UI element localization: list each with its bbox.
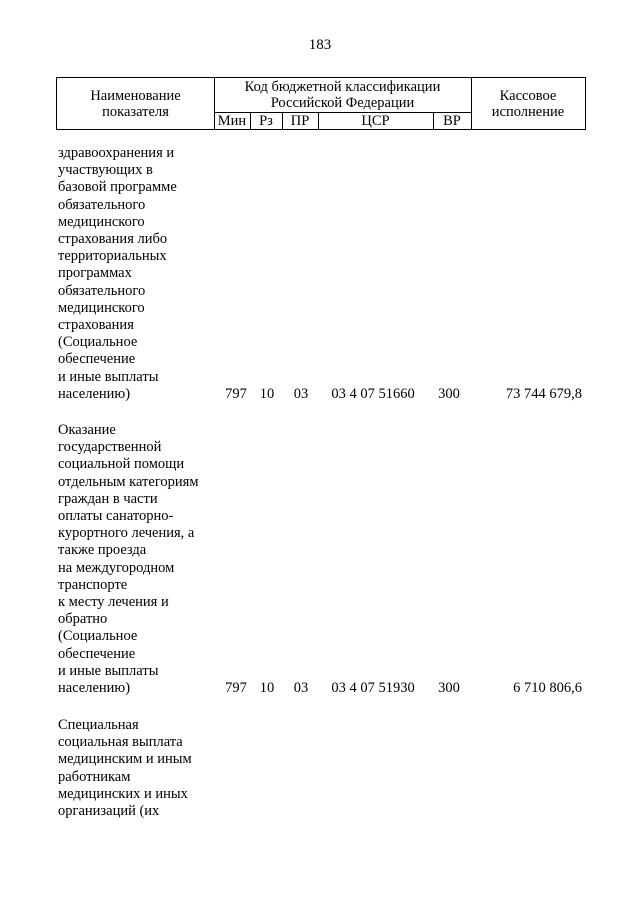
row-amount: 73 744 679,8 [505,386,582,402]
header-pr: ПР [290,112,310,129]
row-min: 797 [225,680,247,696]
row-csr: 03 4 07 51660 [331,386,415,402]
header-code-group: Код бюджетной классификации Российской Федерации [244,79,441,111]
header-name: Наименование показателя [90,87,181,120]
row-vr: 300 [438,680,460,696]
header-kassovoe: Кассовое исполнение [491,87,565,120]
row-rz: 10 [259,386,275,402]
row-amount: 6 710 806,6 [513,680,582,696]
row-rz: 10 [259,680,275,696]
page-number: 183 [308,37,332,53]
header-min: Мин [217,112,247,129]
row-pr: 03 [293,386,309,402]
row-min: 797 [225,386,247,402]
row-name: Специальная социальная выплата медицинским и иным работникам медицинских и иных организаций (их [58,717,192,820]
header-vr: ВР [443,112,461,129]
row-name: Оказание государственной социальной помощи отдельным категориям граждан в части оплаты санаторно- курортного лечения, а также проезда на междугородном транспорте к месту лечения и обратно (Социальное обеспечение и иные выплаты населению) [58,422,199,697]
header-csr: ЦСР [361,112,390,129]
row-vr: 300 [438,386,460,402]
table-header [56,77,586,130]
row-pr: 03 [293,680,309,696]
row-csr: 03 4 07 51930 [331,680,415,696]
row-name: здравоохранения и участвующих в базовой программе обязательного медицинского страхования либо территориальных программах обязательного медицинского страхования (Социальное обеспечение и иные выплаты населению) [58,145,177,402]
header-rz: Рз [259,112,273,129]
